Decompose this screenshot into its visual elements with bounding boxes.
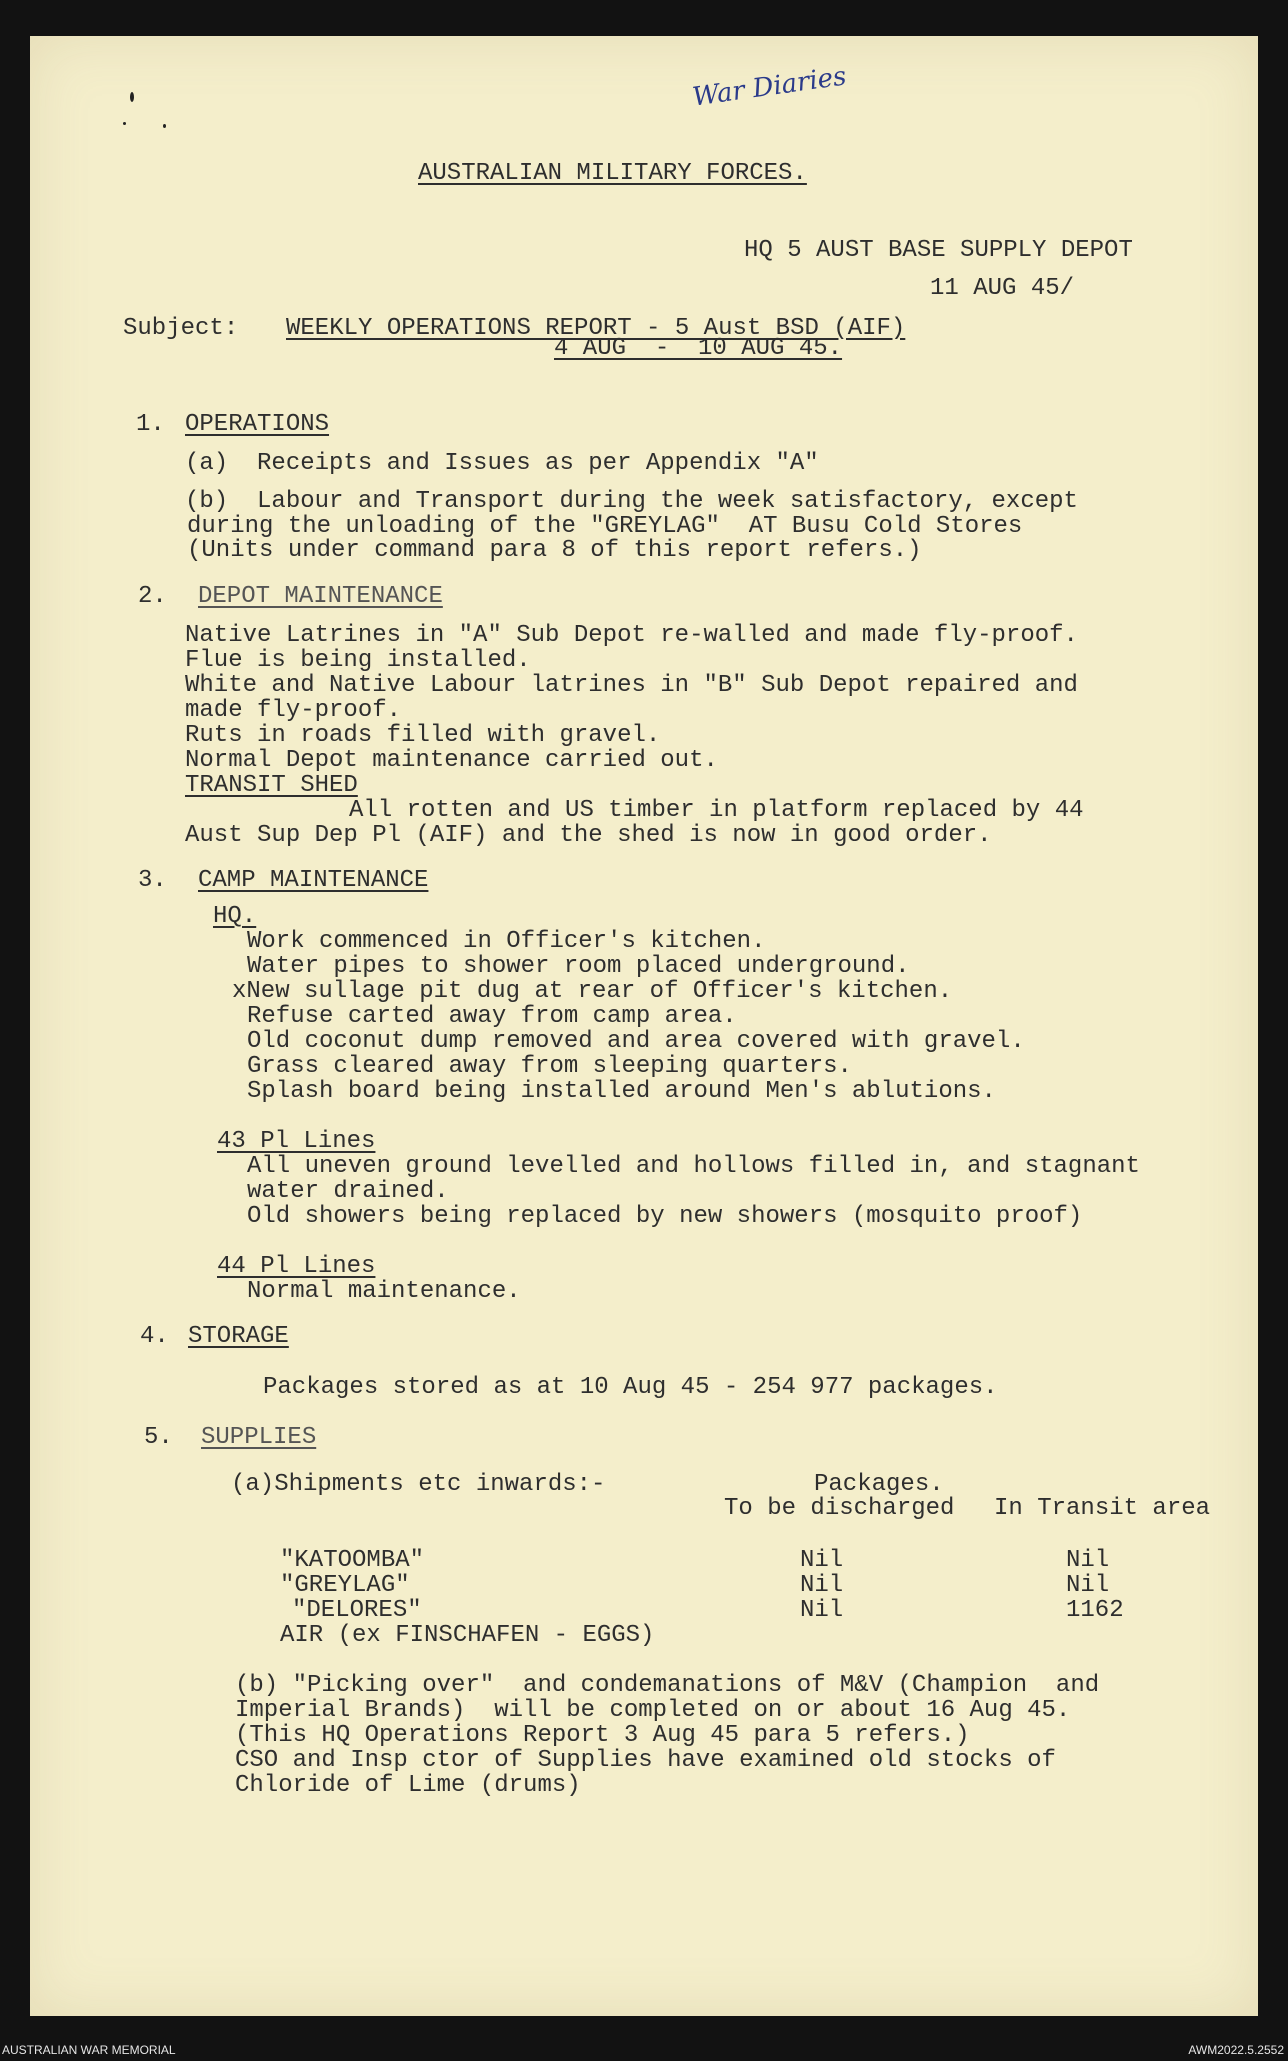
text-line: (Units under command para 8 of this report refers.) — [187, 537, 922, 564]
list-item: Old coconut dump removed and area covered with gravel. — [247, 1028, 1025, 1055]
section-number: 1. — [136, 411, 165, 438]
list-item: Grass cleared away from sleeping quarters. — [247, 1053, 852, 1080]
text-line: Packages stored as at 10 Aug 45 - 254 977 packages. — [263, 1374, 998, 1401]
section-number: 2. — [138, 583, 167, 610]
document-title: AUSTRALIAN MILITARY FORCES. — [418, 160, 807, 187]
punch-mark — [130, 92, 134, 102]
handwritten-note: War Diaries — [690, 61, 849, 113]
text-line: (a)Shipments etc inwards:- — [231, 1471, 606, 1498]
text-line: (a) Receipts and Issues as per Appendix "A" — [185, 450, 819, 477]
text-line: Chloride of Lime (drums) — [235, 1772, 581, 1799]
section-heading-depot-maintenance: DEPOT MAINTENANCE — [198, 583, 443, 610]
text-line: (b) "Picking over" and condemanations of M&V (Champion and — [235, 1672, 1100, 1699]
text-line: Flue is being installed. — [185, 647, 531, 674]
table-cell: "KATOOMBA" — [280, 1547, 425, 1574]
text-line: Normal maintenance. — [247, 1278, 521, 1305]
document-page — [30, 36, 1258, 2016]
text-line: CSO and Insp ctor of Supplies have examined old stocks of — [235, 1747, 1056, 1774]
table-caption: Packages. — [814, 1471, 944, 1498]
text-line: Native Latrines in "A" Sub Depot re-walled and made fly-proof. — [185, 622, 1078, 649]
table-cell: Nil — [800, 1547, 844, 1574]
list-item: Work commenced in Officer's kitchen. — [247, 928, 766, 955]
text-line: Aust Sup Dep Pl (AIF) and the shed is now in good order. — [185, 822, 992, 849]
punch-mark — [163, 124, 166, 128]
section-number: 4. — [140, 1323, 169, 1350]
table-cell: Nil — [1066, 1572, 1110, 1599]
text-line: White and Native Labour latrines in "B" Sub Depot repaired and — [185, 672, 1078, 699]
list-item: Water pipes to shower room placed underground. — [247, 953, 910, 980]
punch-mark — [123, 122, 126, 125]
text-line: during the unloading of the "GREYLAG" AT Busu Cold Stores — [187, 513, 1023, 540]
section-number: 3. — [138, 867, 167, 894]
column-header: In Transit area — [994, 1495, 1211, 1522]
table-cell: Nil — [800, 1572, 844, 1599]
table-cell: 1162 — [1066, 1597, 1124, 1624]
subheading-44-pl-lines: 44 Pl Lines — [217, 1253, 376, 1280]
table-cell: Nil — [1066, 1547, 1110, 1574]
text-line: (This HQ Operations Report 3 Aug 45 para 5 refers.) — [235, 1722, 970, 1749]
footer-credit: AUSTRALIAN WAR MEMORIAL — [2, 2043, 176, 2057]
footer-id: AWM2022.5.2552 — [1188, 2043, 1284, 2057]
text-line: Old showers being replaced by new showers (mosquito proof) — [247, 1203, 1083, 1230]
table-cell: "DELORES" — [292, 1597, 422, 1624]
text-line: made fly-proof. — [185, 697, 402, 724]
text-line: (b) Labour and Transport during the week satisfactory, except — [185, 488, 1078, 515]
section-number: 5. — [144, 1424, 173, 1451]
text-line: water drained. — [247, 1178, 449, 1205]
subject-label: Subject: — [123, 315, 239, 342]
text-line: Normal Depot maintenance carried out. — [185, 747, 718, 774]
unit-name: HQ 5 AUST BASE SUPPLY DEPOT — [744, 237, 1133, 264]
text-line: All rotten and US timber in platform replaced by 44 — [349, 797, 1084, 824]
subheading-hq: HQ. — [213, 903, 257, 930]
text-line: AIR (ex FINSCHAFEN - EGGS) — [280, 1622, 655, 1649]
subject-line-2: 4 AUG - 10 AUG 45. — [554, 335, 843, 362]
text-line: Imperial Brands) will be completed on or about 16 Aug 45. — [235, 1697, 1071, 1724]
section-heading-supplies: SUPPLIES — [201, 1424, 317, 1451]
table-cell: "GREYLAG" — [280, 1572, 410, 1599]
column-header: To be discharged — [724, 1495, 955, 1522]
subheading-43-pl-lines: 43 Pl Lines — [217, 1128, 376, 1155]
text-line: All uneven ground levelled and hollows filled in, and stagnant — [247, 1153, 1140, 1180]
table-cell: Nil — [800, 1597, 844, 1624]
text-line: Ruts in roads filled with gravel. — [185, 722, 661, 749]
document-date: 11 AUG 45/ — [930, 275, 1075, 302]
section-heading-camp-maintenance: CAMP MAINTENANCE — [198, 867, 429, 894]
list-item: Refuse carted away from camp area. — [247, 1003, 737, 1030]
list-item: Splash board being installed around Men's ablutions. — [247, 1078, 996, 1105]
section-heading-operations: OPERATIONS — [185, 411, 330, 438]
list-item: xNew sullage pit dug at rear of Officer's kitchen. — [232, 978, 953, 1005]
subject-line-1: WEEKLY OPERATIONS REPORT - 5 Aust BSD (AIF) — [286, 315, 906, 342]
subheading-transit-shed: TRANSIT SHED — [185, 772, 358, 799]
section-heading-storage: STORAGE — [188, 1323, 289, 1350]
